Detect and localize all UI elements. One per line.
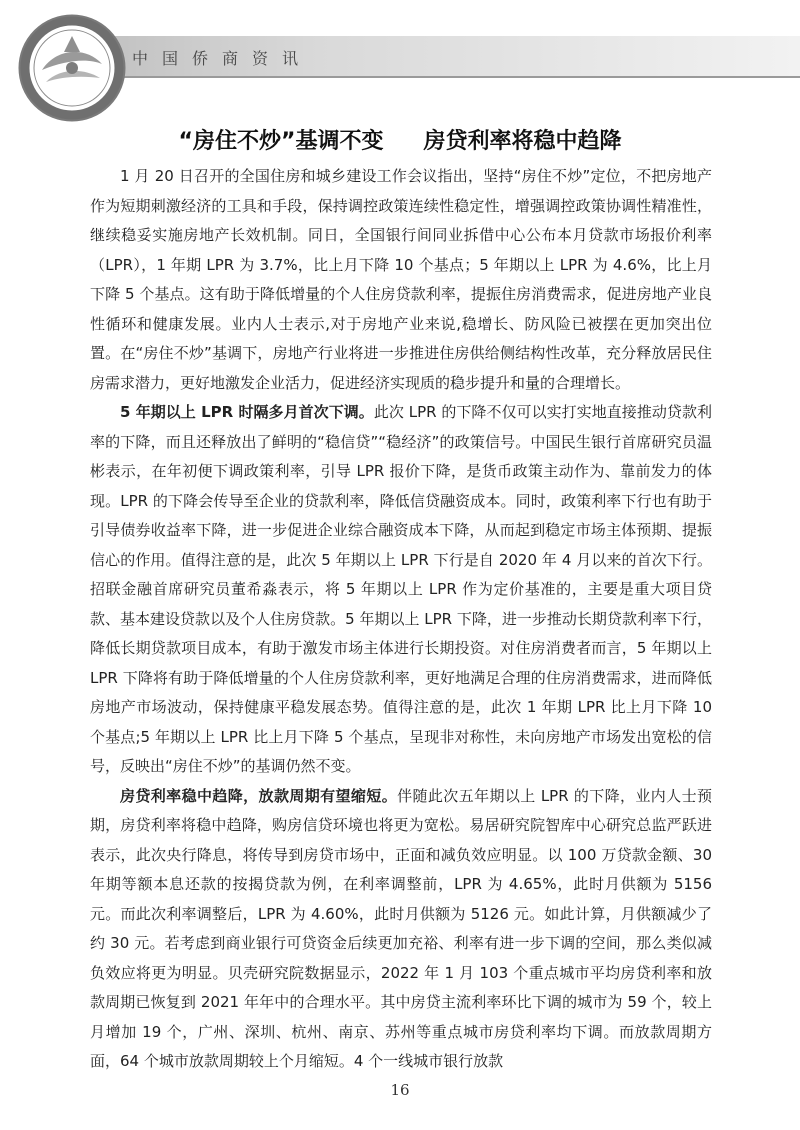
article-title <box>0 124 800 155</box>
paragraph-text: 此次 LPR 的下降不仅可以实打实地直接推动贷款利率的下降，而且还释放出了鲜明的“稳信贷”“稳经济”的政策信号。中国民生银行首席研究员温彬表示，在年初便下调政策利率，引导 LPR 报价下降，是货币政策主动作为、靠前发力的体现。LPR 的下降会传导至企业的贷款利率，降低信贷融资成本。同时，政策利率下行也有助于引导债券收益率下降，进一步促进企业综合融资成本下降，从而起到稳定市场主体预期、提振信心的作用。值得注意的是，此次 5 年期以上 LPR 下行是自 2020 年 4 月以来的首次下行。招联金融首席研究员董希淼表示，将 5 年期以上 LPR 作为定价基准的，主要是重大项目贷款、基本建设贷款以及个人住房贷款。5 年期以上 LPR 下降，进一步推动长期贷款利率下行，降低长期贷款项目成本，有助于激发市场主体进行长期投资。对住房消费者而言，5 年期以上 LPR 下降将有助于降低增量的个人住房贷款利率，更好地满足合理的住房消费需求，进而降低房地产市场波动，保持健康平稳发展态势。值得注意的是，此次 1 年期 LPR 比上月下降 10 个基点;5 年期以上 LPR 比上月下降 5 个基点，呈现非对称性，未向房地产市场发出宽松的信号，反映出“房住不炒”的基调仍然不变。 <box>90 403 712 775</box>
header-title: 中国侨商资讯 <box>132 49 313 68</box>
paragraph-2 <box>90 398 712 782</box>
paragraph-lead: 房贷利率稳中趋降，放款周期有望缩短。 <box>120 786 398 805</box>
paragraph-text: 1 月 20 日召开的全国住房和城乡建设工作会议指出，坚持“房住不炒”定位，不把房地产作为短期刺激经济的工具和手段，保持调控政策连续性稳定性，增强调控政策协调性精准性，继续稳妥实施房地产长效机制。同日，全国银行间同业拆借中心公布本月贷款市场报价利率（LPR），1 年期 LPR 为 3.7%，比上月下降 10 个基点；5 年期以上 LPR 为 4.6%，比上月下降 5 个基点。这有助于降低增量的个人住房贷款利率，提振住房消费需求，促进房地产业良性循环和健康发展。业内人士表示,对于房地产业来说,稳增长、防风险已被摆在更加突出位置。在“房住不炒”基调下，房地产行业将进一步推进住房供给侧结构性改革，充分释放居民住房需求潜力，更好地激发企业活力，促进经济实现质的稳步提升和量的合理增长。 <box>90 167 712 392</box>
header-divider <box>58 76 800 78</box>
page-number: 16 <box>390 1081 410 1099</box>
article-body <box>90 162 712 1077</box>
article-title-right: 房贷利率将稳中趋降 <box>423 129 622 154</box>
paragraph-1 <box>90 162 712 398</box>
paragraph-3 <box>90 782 712 1077</box>
logo-emblem <box>16 12 128 124</box>
article-title-left: “房住不炒”基调不变 <box>178 129 384 154</box>
paragraph-text: 伴随此次五年期以上 LPR 的下降，业内人士预期，房贷利率将稳中趋降，购房信贷环境也将更为宽松。易居研究院智库中心研究总监严跃进表示，此次央行降息，将传导到房贷市场中，正面和减负效应明显。以 100 万贷款金额、30 年期等额本息还款的按揭贷款为例，在利率调整前，LPR 为 4.65%，此时月供额为 5156 元。而此次利率调整后，LPR 为 4.60%，此时月供额为 5126 元。如此计算，月供额减少了约 30 元。若考虑到商业银行可贷资金后续更加充裕、利率有进一步下调的空间，那么类似减负效应将更为明显。贝壳研究院数据显示，2022 年 1 月 103 个重点城市平均房贷利率和放款周期已恢复到 2021 年年中的合理水平。其中房贷主流利率环比下调的城市为 59 个，较上月增加 19 个，广州、深圳、杭州、南京、苏州等重点城市房贷利率均下调。而放款周期方面，64 个城市放款周期较上个月缩短。4 个一线城市银行放款 <box>90 786 712 1070</box>
paragraph-lead: 5 年期以上 LPR 时隔多月首次下调。 <box>120 403 374 421</box>
